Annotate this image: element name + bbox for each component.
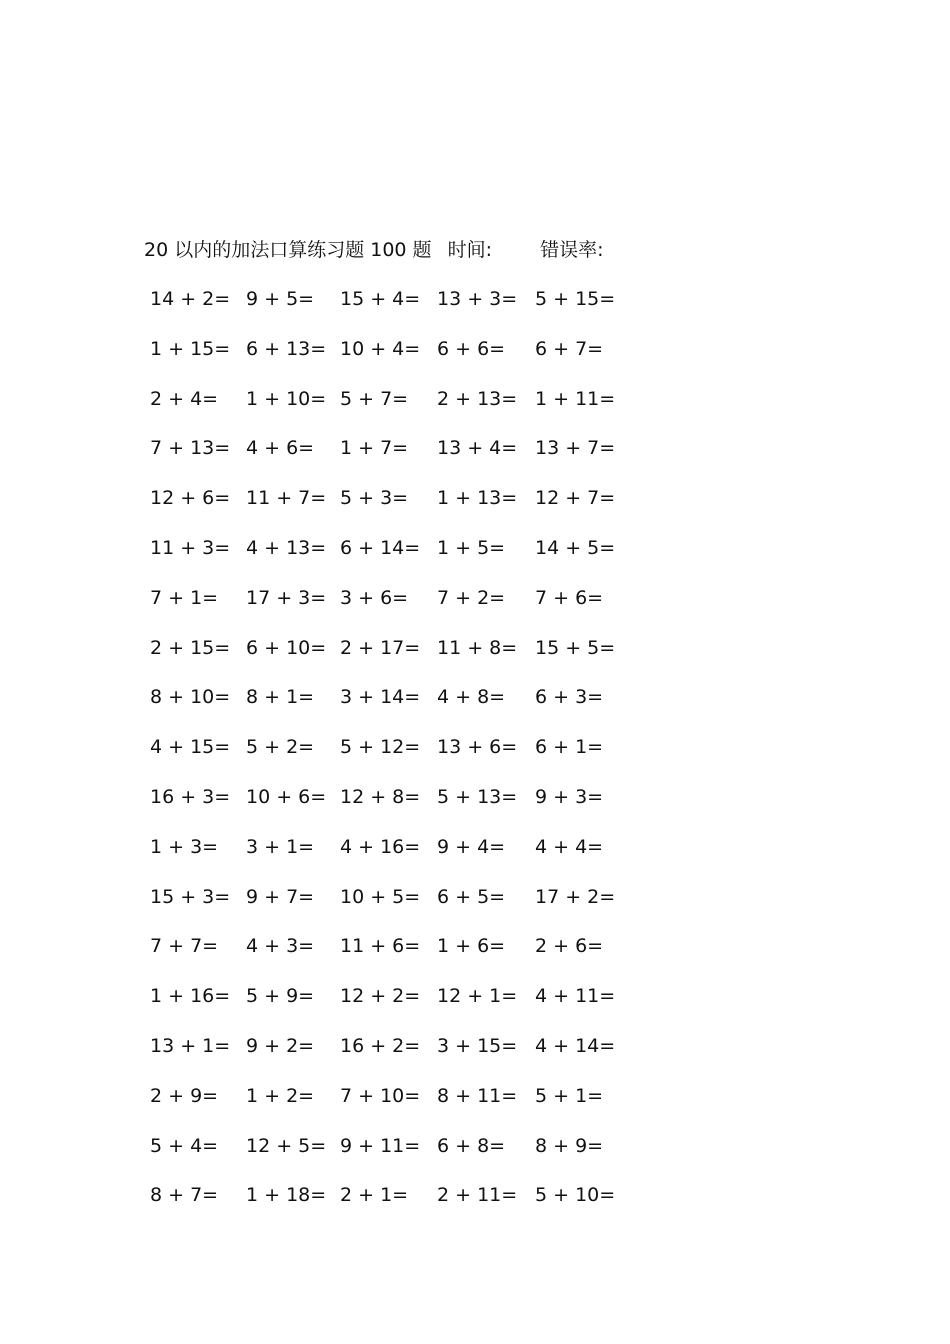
problem-row: [0, 734, 950, 784]
problem: 7 + 10=: [340, 1084, 421, 1107]
problem: 6 + 14=: [340, 536, 421, 559]
problem: 5 + 3=: [340, 487, 409, 510]
problem: 7 + 6=: [535, 586, 604, 609]
problem: 12 + 8=: [340, 785, 421, 808]
problem: 15 + 5=: [535, 636, 616, 659]
problem: 11 + 7=: [246, 487, 327, 510]
problem: 4 + 8=: [437, 686, 506, 709]
problem: 5 + 15=: [535, 288, 616, 310]
problem: 6 + 13=: [246, 337, 327, 360]
problem-row: [0, 535, 950, 585]
problem: 3 + 1=: [246, 835, 315, 858]
problem: 11 + 3=: [150, 536, 231, 559]
problem: 6 + 6=: [437, 337, 506, 360]
problem: 10 + 6=: [246, 785, 327, 808]
problem: 2 + 4=: [150, 387, 219, 410]
problem-row: [0, 834, 950, 884]
problem: 5 + 10=: [535, 1184, 616, 1207]
problem: 12 + 7=: [535, 487, 616, 510]
problem: 4 + 16=: [340, 835, 421, 858]
problem-row: [0, 635, 950, 685]
problem: 6 + 7=: [535, 337, 604, 360]
problem: 7 + 13=: [150, 437, 231, 460]
problem: 14 + 5=: [535, 536, 616, 559]
problem: 2 + 15=: [150, 636, 231, 659]
problem: 16 + 2=: [340, 1034, 421, 1057]
problem-row: [0, 884, 950, 934]
problem: 1 + 2=: [246, 1084, 315, 1107]
problem-row: [0, 933, 950, 983]
problem: 5 + 1=: [535, 1084, 604, 1107]
worksheet-header: [144, 236, 603, 264]
problem: 10 + 4=: [340, 337, 421, 360]
problem: 14 + 2=: [150, 288, 231, 310]
problem: 8 + 7=: [150, 1184, 219, 1207]
problem: 2 + 13=: [437, 387, 518, 410]
problem: 6 + 3=: [535, 686, 604, 709]
problem-row: [0, 386, 950, 436]
problem: 5 + 13=: [437, 785, 518, 808]
problem: 1 + 5=: [437, 536, 506, 559]
problem-row: [0, 435, 950, 485]
problem: 16 + 3=: [150, 785, 231, 808]
problem: 4 + 13=: [246, 536, 327, 559]
problem: 11 + 8=: [437, 636, 518, 659]
problem: 9 + 3=: [535, 785, 604, 808]
problem-row: [0, 1182, 950, 1232]
problem: 9 + 2=: [246, 1034, 315, 1057]
problem: 1 + 18=: [246, 1184, 327, 1207]
problem: 7 + 7=: [150, 935, 219, 958]
problem: 6 + 5=: [437, 885, 506, 908]
problem: 13 + 3=: [437, 288, 518, 310]
problem: 13 + 6=: [437, 736, 518, 759]
problem: 2 + 6=: [535, 935, 604, 958]
problem-row: [0, 1033, 950, 1083]
problem: 15 + 3=: [150, 885, 231, 908]
problem: 8 + 10=: [150, 686, 231, 709]
problem: 1 + 16=: [150, 985, 231, 1008]
problem: 6 + 10=: [246, 636, 327, 659]
problem: 11 + 6=: [340, 935, 421, 958]
problem: 1 + 3=: [150, 835, 219, 858]
problem: 6 + 1=: [535, 736, 604, 759]
problem: 1 + 11=: [535, 387, 616, 410]
problem: 3 + 14=: [340, 686, 421, 709]
problem: 13 + 7=: [535, 437, 616, 460]
problem-row: [0, 336, 950, 386]
problem-row: [0, 485, 950, 535]
problem: 12 + 6=: [150, 487, 231, 510]
problem: 5 + 12=: [340, 736, 421, 759]
problem: 9 + 11=: [340, 1134, 421, 1157]
problem: 5 + 2=: [246, 736, 315, 759]
problem: 13 + 4=: [437, 437, 518, 460]
problem: 12 + 2=: [340, 985, 421, 1008]
problem: 6 + 8=: [437, 1134, 506, 1157]
problem: 15 + 4=: [340, 288, 421, 310]
problem-row: [0, 684, 950, 734]
problem: 2 + 17=: [340, 636, 421, 659]
problem: 4 + 6=: [246, 437, 315, 460]
problem: 1 + 6=: [437, 935, 506, 958]
problem: 5 + 7=: [340, 387, 409, 410]
problem-row: [0, 286, 950, 336]
problem: 8 + 9=: [535, 1134, 604, 1157]
time-label: 时间:: [447, 239, 493, 261]
problem: 5 + 4=: [150, 1134, 219, 1157]
problem: 9 + 4=: [437, 835, 506, 858]
problem: 4 + 11=: [535, 985, 616, 1008]
problem: 7 + 1=: [150, 586, 219, 609]
problem: 12 + 1=: [437, 985, 518, 1008]
problem: 4 + 15=: [150, 736, 231, 759]
problem-grid: [0, 286, 950, 1232]
problem: 4 + 4=: [535, 835, 604, 858]
worksheet-title: 20 以内的加法口算练习题 100 题: [144, 239, 432, 261]
problem: 8 + 11=: [437, 1084, 518, 1107]
problem: 4 + 3=: [246, 935, 315, 958]
problem: 13 + 1=: [150, 1034, 231, 1057]
problem: 12 + 5=: [246, 1134, 327, 1157]
problem: 10 + 5=: [340, 885, 421, 908]
problem: 1 + 7=: [340, 437, 409, 460]
problem: 1 + 10=: [246, 387, 327, 410]
problem: 2 + 11=: [437, 1184, 518, 1207]
problem: 3 + 6=: [340, 586, 409, 609]
problem: 4 + 14=: [535, 1034, 616, 1057]
problem-row: [0, 1133, 950, 1183]
problem: 8 + 1=: [246, 686, 315, 709]
problem: 17 + 2=: [535, 885, 616, 908]
problem-row: [0, 784, 950, 834]
problem-row: [0, 983, 950, 1033]
problem: 1 + 15=: [150, 337, 231, 360]
problem: 5 + 9=: [246, 985, 315, 1008]
problem: 2 + 9=: [150, 1084, 219, 1107]
problem: 17 + 3=: [246, 586, 327, 609]
problem: 9 + 5=: [246, 288, 315, 310]
problem: 1 + 13=: [437, 487, 518, 510]
problem-row: [0, 1083, 950, 1133]
problem: 7 + 2=: [437, 586, 506, 609]
problem: 3 + 15=: [437, 1034, 518, 1057]
problem-row: [0, 585, 950, 635]
problem: 2 + 1=: [340, 1184, 409, 1207]
error-rate-label: 错误率:: [540, 239, 604, 261]
problem: 9 + 7=: [246, 885, 315, 908]
